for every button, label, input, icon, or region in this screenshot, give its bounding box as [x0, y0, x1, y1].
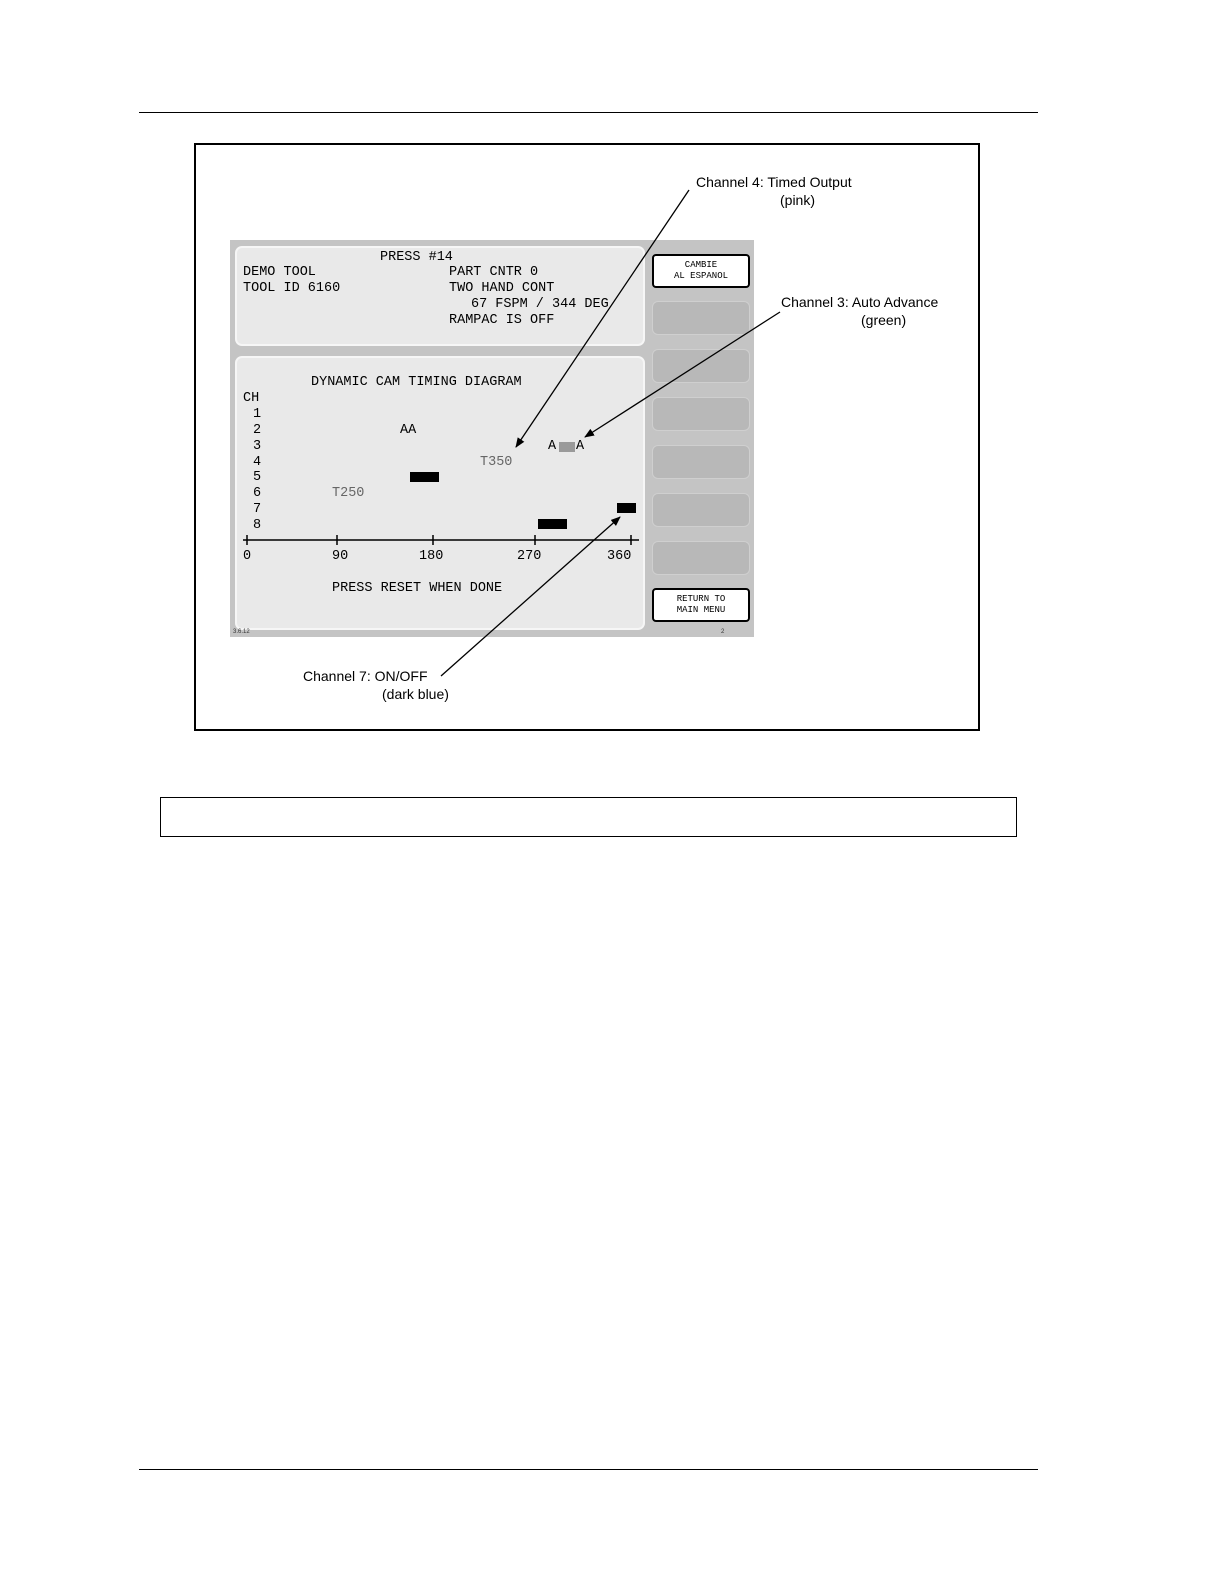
figure-caption-box	[160, 797, 1017, 837]
channel-number: 5	[253, 470, 262, 485]
rampac-status: RAMPAC IS OFF	[449, 313, 555, 328]
callout-color: (pink)	[780, 192, 816, 208]
ch4-callout	[696, 173, 852, 209]
axis-tick-label: 0	[243, 549, 252, 564]
softkey-label-line: AL ESPANOL	[673, 271, 728, 281]
control-mode: TWO HAND CONT	[449, 281, 555, 296]
callout-color: (dark blue)	[382, 686, 449, 702]
ch4-timed-output-marker: T350	[480, 455, 513, 470]
ch3-callout	[781, 293, 938, 329]
channel-number: 3	[253, 439, 262, 454]
ch3-callout-arrow	[585, 312, 780, 437]
callout-color: (green)	[861, 312, 907, 328]
press-speed: 67 FSPM / 344 DEG	[471, 297, 609, 312]
callout-title: Channel 4: Timed Output	[696, 174, 852, 190]
channel-number: 8	[253, 518, 262, 533]
softkey-label-line: RETURN TO	[676, 594, 726, 604]
callout-title: Channel 7: ON/OFF	[303, 668, 428, 684]
ch6-timed-output-marker: T250	[332, 486, 365, 501]
ch3-auto-advance-end: A	[576, 439, 585, 454]
axis-tick-label: 180	[419, 549, 444, 564]
softkey-label-line: CAMBIE	[684, 260, 718, 270]
ch2-auto-advance-marker: AA	[400, 423, 417, 438]
tool-name: DEMO TOOL	[243, 265, 316, 280]
axis-tick-label: 270	[517, 549, 542, 564]
channel-header: CH	[243, 391, 260, 406]
channel-number: 7	[253, 502, 262, 517]
tool-id: TOOL ID 6160	[243, 281, 341, 296]
screen-page-label: 2	[721, 629, 725, 635]
callout-title: Channel 3: Auto Advance	[781, 294, 939, 310]
ch7-callout	[303, 667, 449, 703]
axis-tick-label: 90	[332, 549, 349, 564]
press-title: PRESS #14	[380, 250, 453, 265]
reset-instruction: PRESS RESET WHEN DONE	[332, 581, 503, 596]
softkey-label-line: MAIN MENU	[676, 605, 726, 615]
screen-id-label: 3.6.12	[233, 629, 250, 635]
ch3-auto-advance-start: A	[548, 439, 557, 454]
diagram-title: DYNAMIC CAM TIMING DIAGRAM	[311, 375, 522, 390]
channel-number: 4	[253, 455, 262, 470]
channel-number: 1	[253, 407, 262, 422]
ch4-callout-arrow	[516, 190, 689, 447]
channel-number: 6	[253, 486, 262, 501]
part-counter: PART CNTR 0	[449, 265, 539, 280]
ch7-callout-arrow	[441, 517, 620, 676]
axis-tick-label: 360	[607, 549, 632, 564]
bottom-rule	[139, 1469, 1038, 1470]
channel-number: 2	[253, 423, 262, 438]
